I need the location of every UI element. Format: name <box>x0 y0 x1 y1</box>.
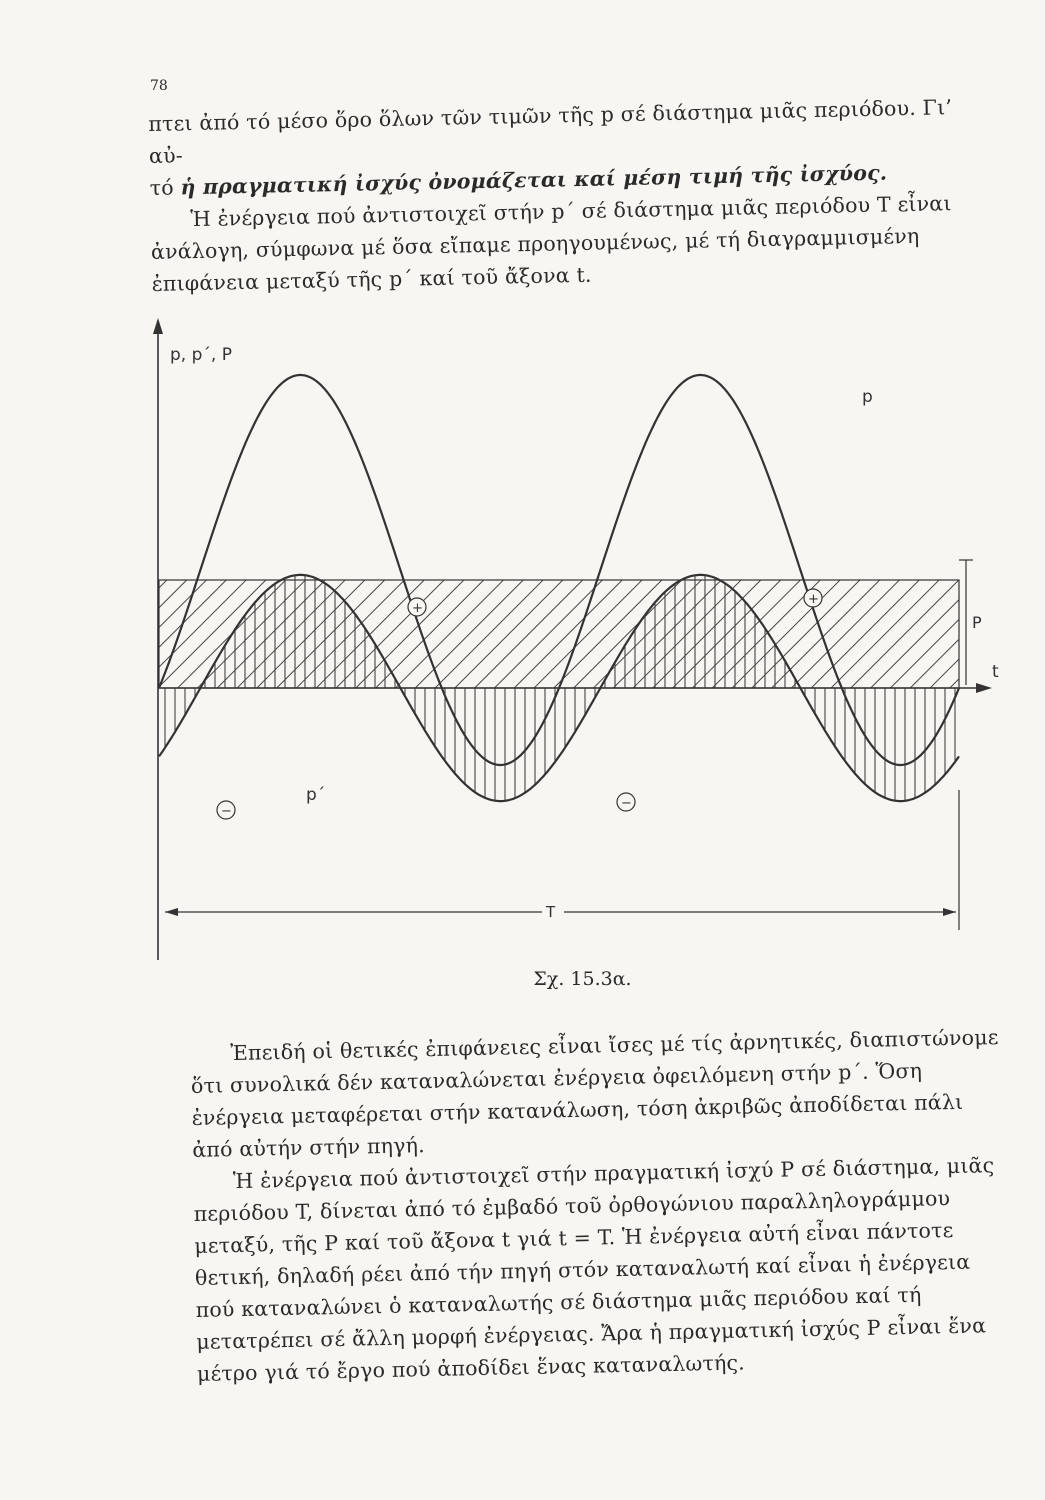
paragraph-energy: Ἡ ἐνέργεια πού ἀντιστοιχεῖ στήν p΄ σέ διάστημα μιᾶς περιόδου T εἶναι ἀνάλογη, σύμφωνα μέ ὅσα εἴπαμε προηγουμένως, μέ τή διαγραμμισμένη ἐπιφάνεια μεταξύ τῆς p΄ καί τοῦ ἄξονα t. <box>150 191 952 296</box>
top-paragraphs <box>148 90 992 300</box>
paragraph-surfaces: Ἐπειδή οἱ θετικές ἐπιφάνειες εἶναι ἴσες μέ τίς ἀρνητικές, διαπιστώνομε ὅτι συνολικά δέν καταναλώνεται ἐνέργεια ὀφειλόμενη στήν p΄. Ὅση ἐνέργεια μεταφέρεται στήν κατανάλωση, τόση ἀκριβῶς ἀποδίδεται πάλι ἀπό αὐτήν στήν πηγή. <box>190 1025 999 1162</box>
t-axis-arrow <box>976 683 992 693</box>
y-axis-label: p, p΄, P <box>170 345 232 365</box>
mean-power-label: P <box>972 613 982 632</box>
bottom-paragraphs <box>190 1021 1007 1390</box>
paragraph-real-power: Ἡ ἐνέργεια πού ἀντιστοιχεῖ στήν πραγματική ἰσχύ P σέ διάστημα, μιᾶς περιόδου T, δίνεται ἀπό τό ἐμβαδό τοῦ ὀρθογώνιου παραλληλογράμμου μεταξύ, τῆς P καί τοῦ ἄξονα t γιά t = T. Ἡ ἐνέργεια αὐτή εἶναι πάντοτε θετική, δηλαδή ρέει ἀπό τήν πηγή στόν καταναλωτή καί εἶναι ἡ ἐνέργεια πού καταναλώνει ὁ καταναλωτής σέ διάστημα μιᾶς περιόδου καί τή μετατρέπει σέ ἄλλη μορφή ἐνέργειας. Ἄρα ἡ πραγματική ἰσχύς P εἶναι ἕνα μέτρο γιά τό ἔργο πού ἀποδίδει ἕνας καταναλωτής. <box>193 1153 995 1386</box>
figure-caption: Σχ. 15.3α. <box>533 968 632 990</box>
svg-text:+: + <box>808 592 819 607</box>
y-axis-arrow <box>153 318 163 334</box>
p-prime-curve-label: p΄ <box>306 785 326 805</box>
t-axis-label: t <box>992 662 999 682</box>
page-number: 78 <box>150 78 168 94</box>
plus-marker-1 <box>408 598 426 616</box>
minus-marker-1 <box>217 801 235 819</box>
svg-text:−: − <box>621 796 632 811</box>
p-curve-label: p <box>862 387 873 407</box>
text-line-prefix: τό <box>149 175 181 200</box>
period-label: T <box>546 903 556 921</box>
paragraph-continuation <box>148 90 990 204</box>
minus-marker-2 <box>617 793 635 811</box>
period-arrow-right <box>943 908 956 916</box>
text-line: πτει ἀπό τό μέσο ὅρο ὅλων τῶν τιμῶν τῆς p σέ διάστημα μιᾶς περιόδου. Γι’ αὐ- <box>148 95 953 168</box>
power-waveform-figure <box>130 310 1000 970</box>
plus-marker-2 <box>804 589 822 607</box>
svg-text:+: + <box>412 601 423 616</box>
period-arrow-left <box>165 908 178 916</box>
svg-text:−: − <box>221 804 232 819</box>
emphasized-definition: ἡ πραγματική ἰσχύς ὀνομάζεται καί μέση τιμή τῆς ἰσχύος. <box>180 160 888 200</box>
